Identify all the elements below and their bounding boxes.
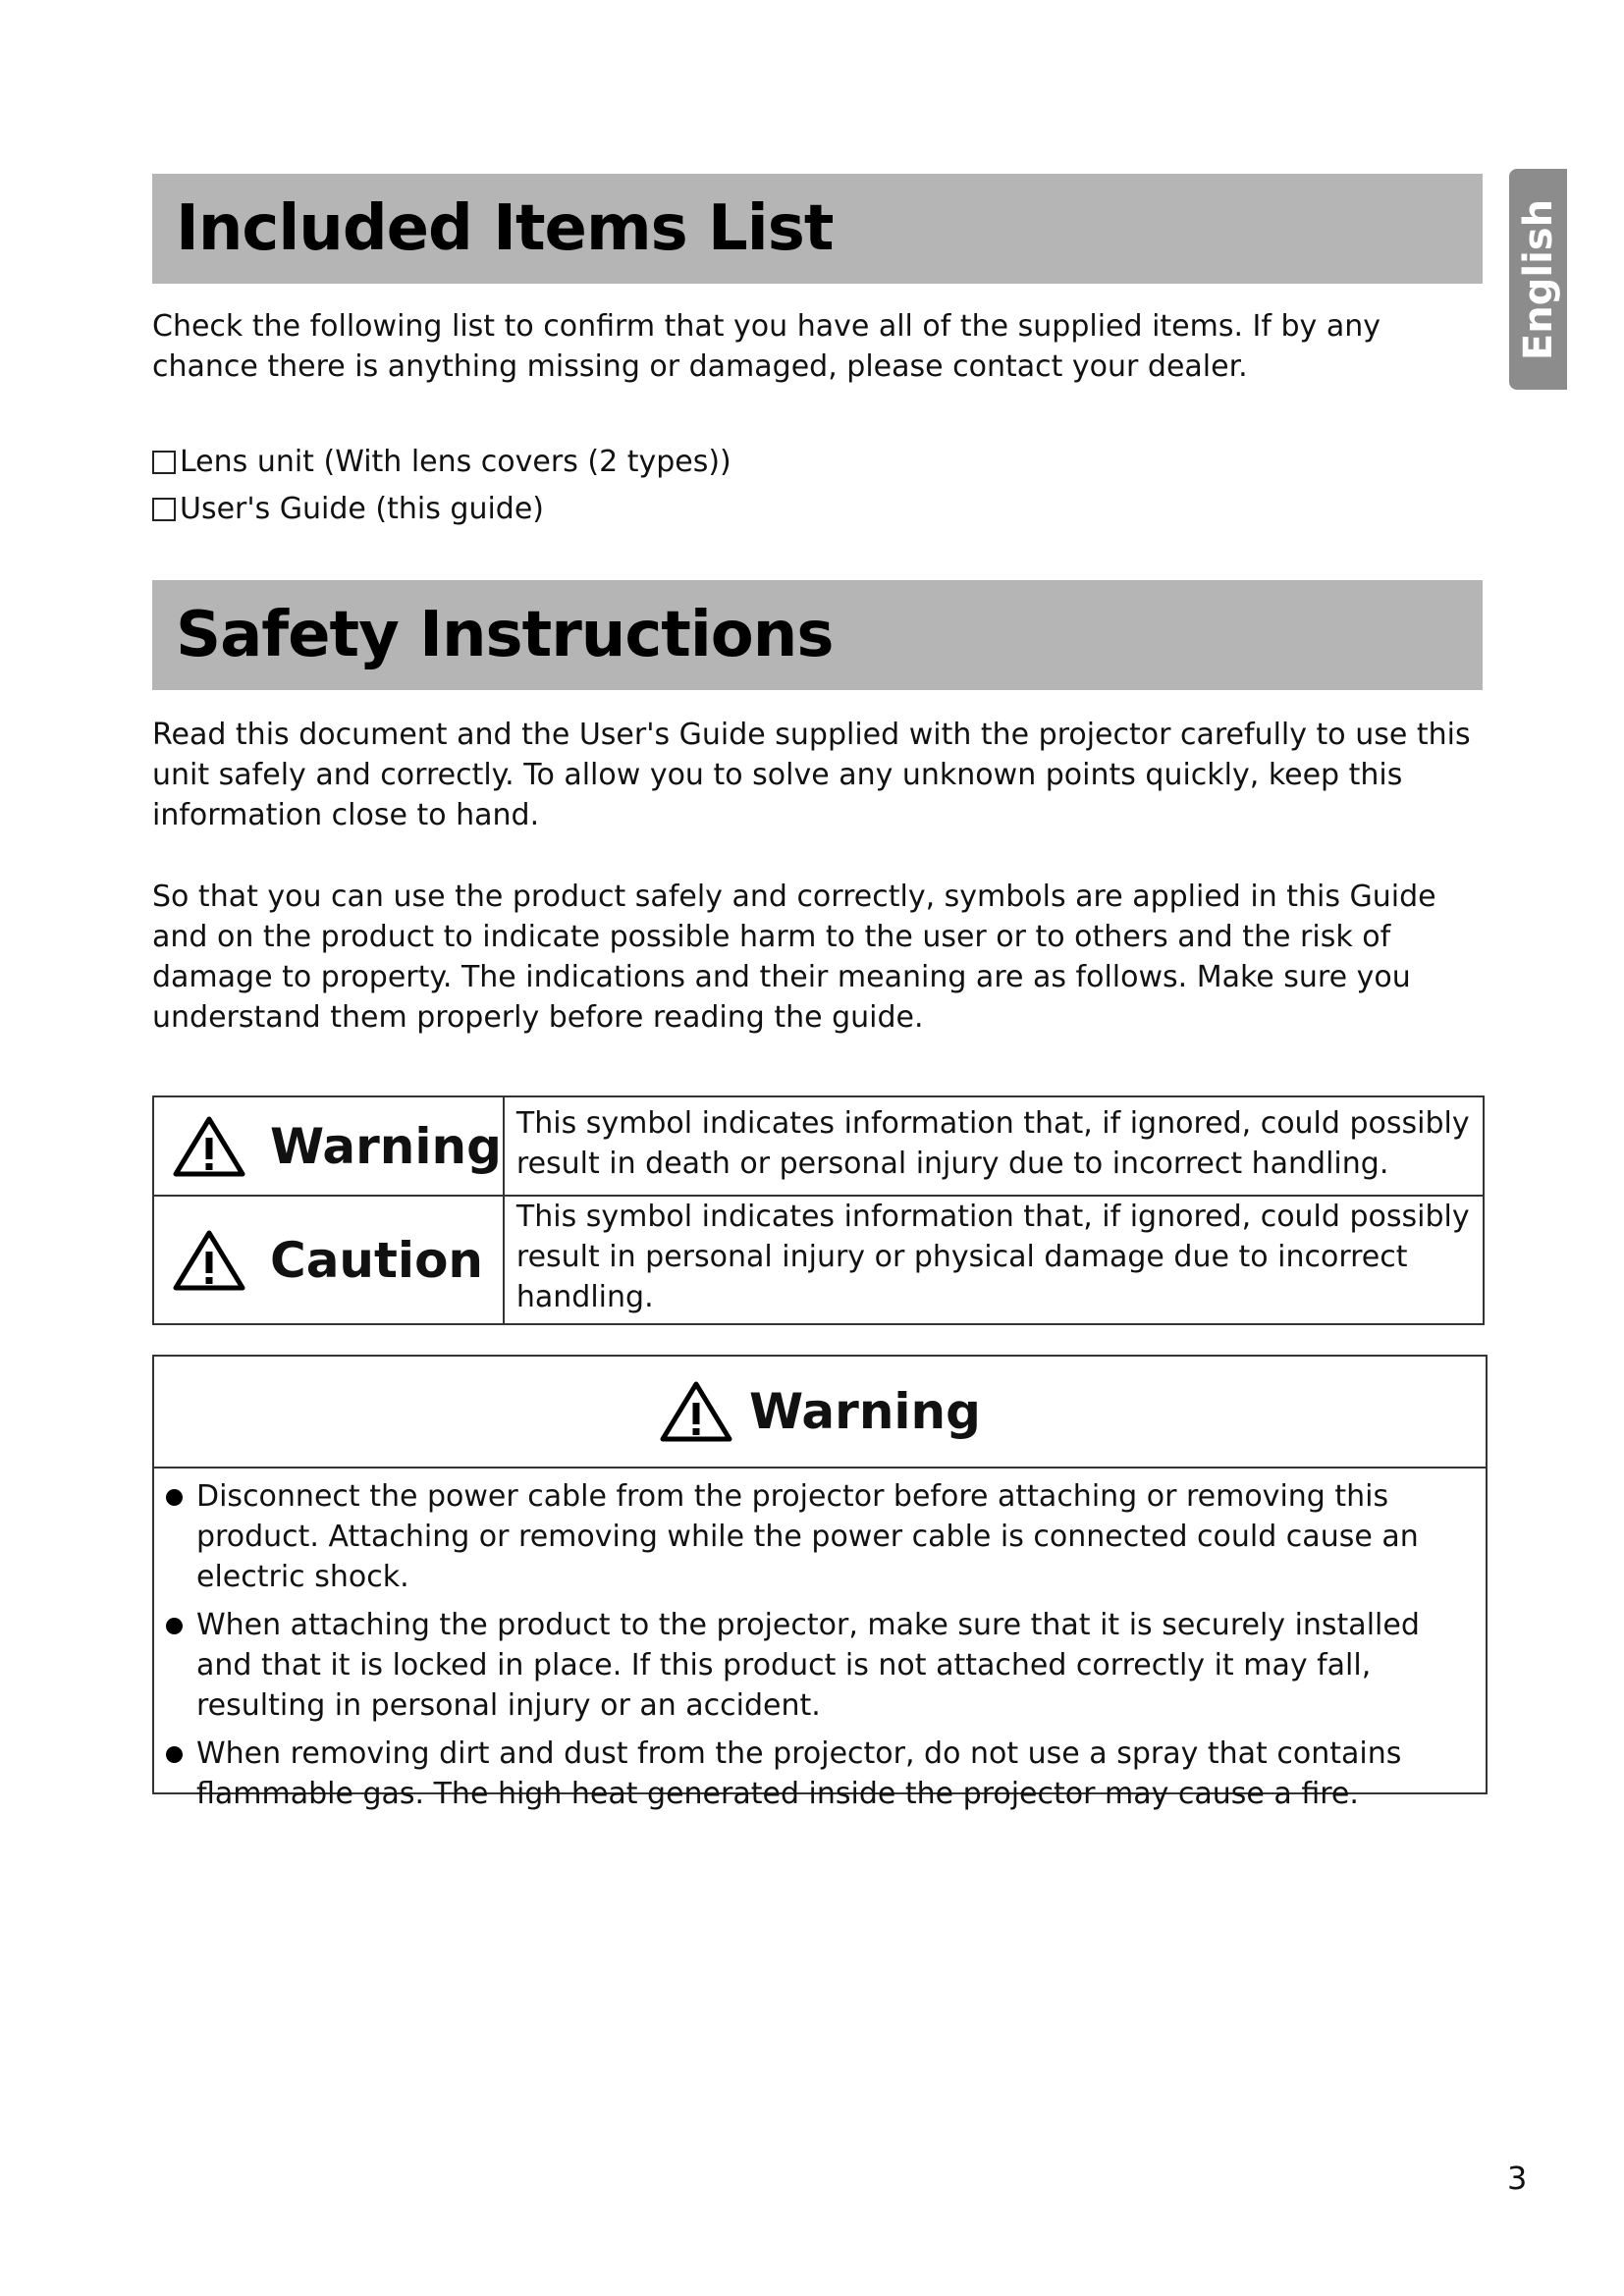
list-item [166, 1734, 1472, 1814]
list-item [166, 1605, 1472, 1726]
warning-list [154, 1468, 1486, 1814]
warning-box [152, 1355, 1488, 1811]
included-items-title: Included Items List [176, 192, 834, 265]
symbol-cell-caution [153, 1196, 504, 1324]
safety-paragraph-1: Read this document and the User's Guide supplied with the projector carefully to use this unit safely and correctly. To allow you to solve any unknown points quickly, keep this information close to hand. [152, 718, 1471, 832]
symbol-description: This symbol indicates information that, if ignored, could possibly result in personal injury or physical damage due to incorrect handling. [504, 1196, 1484, 1324]
symbol-label: Warning [270, 1117, 502, 1175]
symbol-legend-table [152, 1095, 1485, 1325]
included-items-intro: Check the following list to confirm that you have all of the supplied items. If by any chance there is anything missing or damaged, please contact your dealer. [152, 309, 1380, 384]
language-tab [1509, 169, 1567, 390]
included-items-checklist [152, 439, 731, 533]
checklist-item-label: User's Guide (this guide) [180, 492, 545, 526]
warning-triangle-icon [172, 1114, 246, 1179]
warning-item-text: Disconnect the power cable from the projector before attaching or removing this product. Attaching or removing while the power cable is connected could cause an electric shock. [196, 1479, 1419, 1594]
safety-header [152, 580, 1483, 690]
safety-title: Safety Instructions [176, 599, 834, 671]
safety-paragraph-2: So that you can use the product safely and correctly, symbols are applied in this Guide and on the product to indicate possible harm to the user or to others and the risk of damage to property. The indications and their meaning are as follows. Make sure you understand them properly before reading the guide. [152, 880, 1436, 1035]
table-row [153, 1196, 1484, 1324]
checklist-item [152, 486, 731, 533]
warning-triangle-icon [172, 1228, 246, 1293]
symbol-label: Caution [270, 1231, 484, 1289]
bullet-icon [166, 1618, 183, 1634]
symbol-description: This symbol indicates information that, if ignored, could possibly result in death or personal injury due to incorrect handling. [504, 1096, 1484, 1196]
warning-item-text: When removing dirt and dust from the projector, do not use a spray that contains flammable gas. The high heat generated inside the projector may cause a fire. [196, 1736, 1402, 1811]
warning-triangle-icon [659, 1379, 733, 1444]
checklist-item [152, 439, 731, 486]
table-row [153, 1096, 1484, 1196]
checkbox-icon [152, 498, 176, 521]
page-number: 3 [1507, 2160, 1528, 2197]
warning-box-title: Warning [749, 1383, 981, 1440]
language-tab-label: English [1515, 198, 1561, 360]
bullet-icon [166, 1489, 183, 1506]
checkbox-icon [152, 451, 176, 474]
warning-box-header [154, 1357, 1486, 1468]
symbol-cell-warning [153, 1096, 504, 1196]
warning-item-text: When attaching the product to the projector, make sure that it is securely installed and that it is locked in place. If this product is not attached correctly it may fall, resulting in personal injury or an accident. [196, 1608, 1420, 1723]
list-item [166, 1476, 1472, 1597]
included-items-header [152, 174, 1483, 284]
bullet-icon [166, 1746, 183, 1763]
checklist-item-label: Lens unit (With lens covers (2 types)) [180, 445, 731, 479]
